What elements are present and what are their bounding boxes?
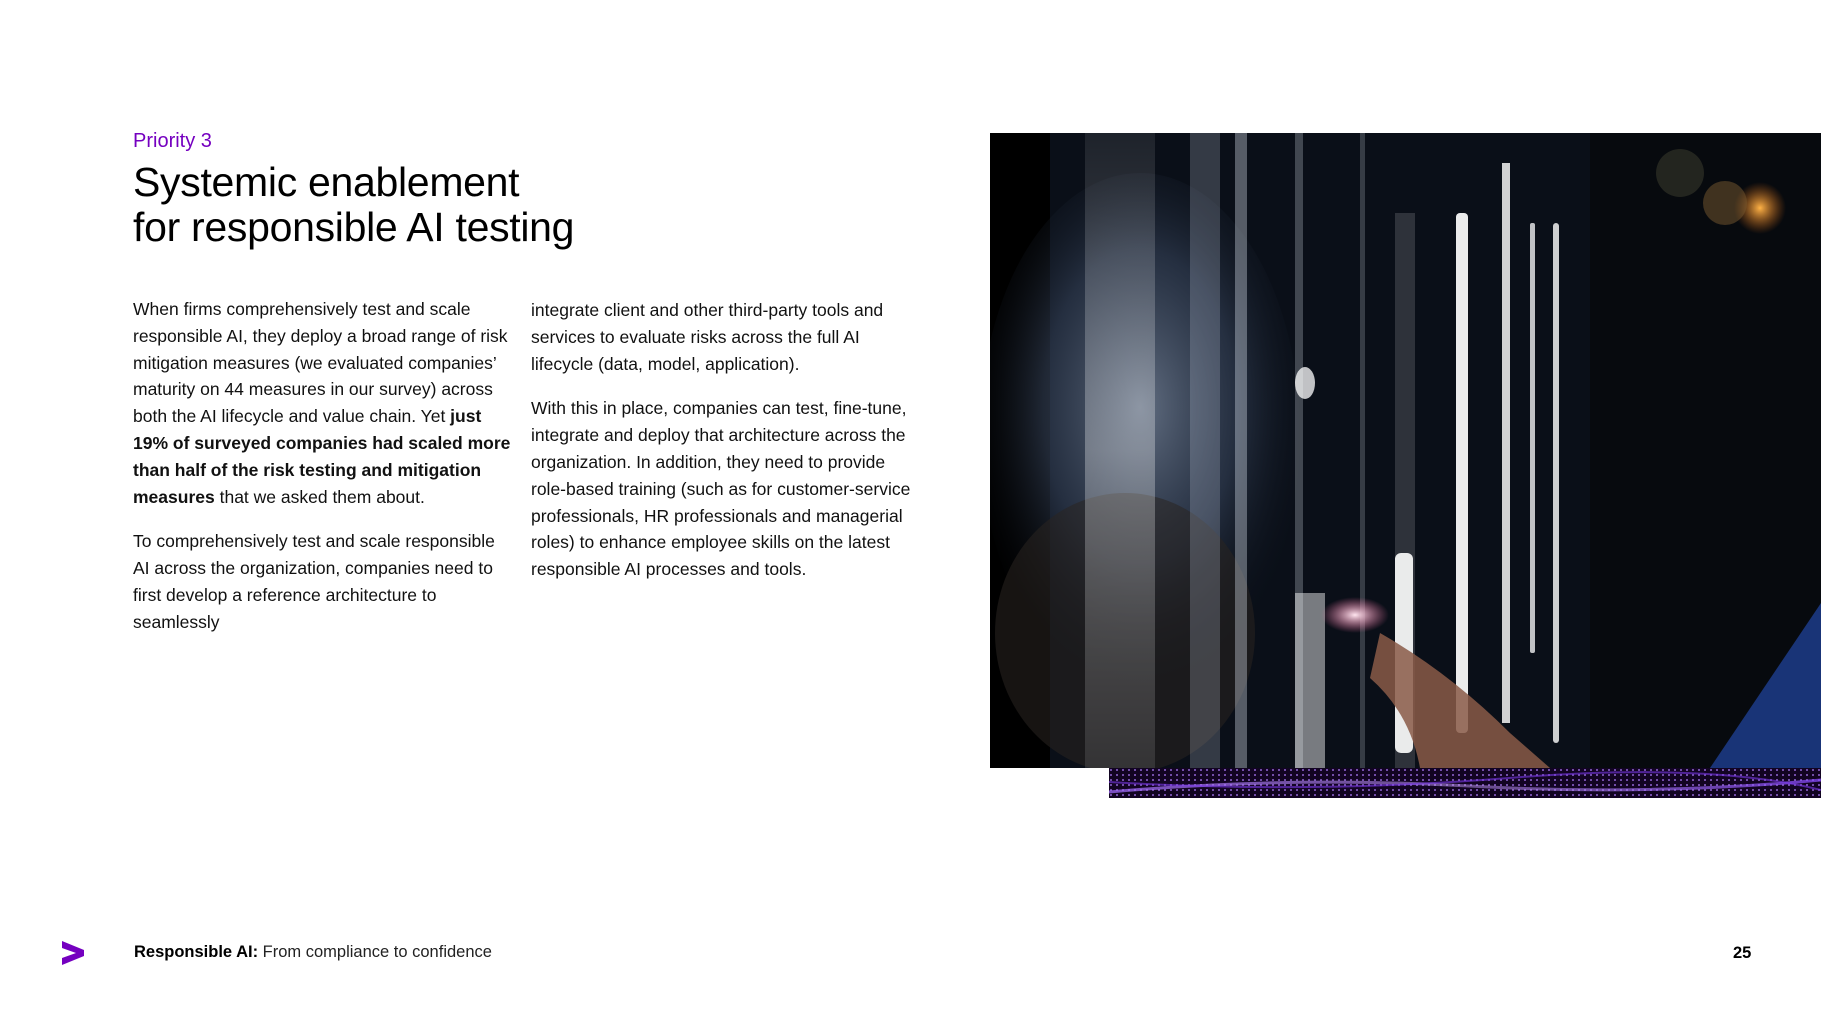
hero-photo — [990, 133, 1821, 768]
paragraph-4: With this in place, companies can test, fine-tune, integrate and deploy that architecture across the organization. In addition, they need to provide role-based training (such as for customer-service professionals, HR professionals and managerial roles) to enhance employee skills on the latest responsible AI processes and tools. — [531, 398, 911, 580]
paragraph-1 — [133, 296, 513, 510]
page-title-line-1: Systemic enablement — [133, 159, 520, 205]
footer-publication — [134, 943, 492, 962]
body-column-1 — [133, 296, 513, 654]
paragraph-1-text-a: When firms comprehensively test and scale responsible AI, they deploy a broad range of risk mitigation measures (we evaluated companies’ maturity on 44 measures in our survey) across both the AI lifecycle and value chain. Yet — [133, 299, 508, 427]
paragraph-2: To comprehensively test and scale responsible AI across the organization, companies need to first develop a reference architecture to seamlessly — [133, 531, 495, 632]
footer-publication-bold: Responsible AI: — [134, 943, 259, 961]
paragraph-3: integrate client and other third-party tools and services to evaluate risks across the full AI lifecycle (data, model, application). — [531, 300, 884, 374]
page-title-line-2: for responsible AI testing — [133, 204, 575, 250]
decorative-strip — [1109, 768, 1821, 798]
paragraph-1-text-b: that we asked them about. — [214, 486, 425, 507]
page-title — [133, 160, 574, 250]
eyebrow-label: Priority 3 — [133, 130, 212, 152]
particle-wave-illustration — [1109, 768, 1821, 798]
page-number: 25 — [1733, 944, 1752, 962]
body-column-2 — [531, 297, 911, 601]
footer-publication-rest: From compliance to confidence — [258, 943, 492, 961]
paragraph-1-highlight: just 19% of surveyed companies had scaled more than half of the risk testing and mitigation measures — [133, 406, 511, 507]
greater-than-chevron-icon — [60, 941, 86, 965]
photo-illustration — [990, 133, 1821, 768]
